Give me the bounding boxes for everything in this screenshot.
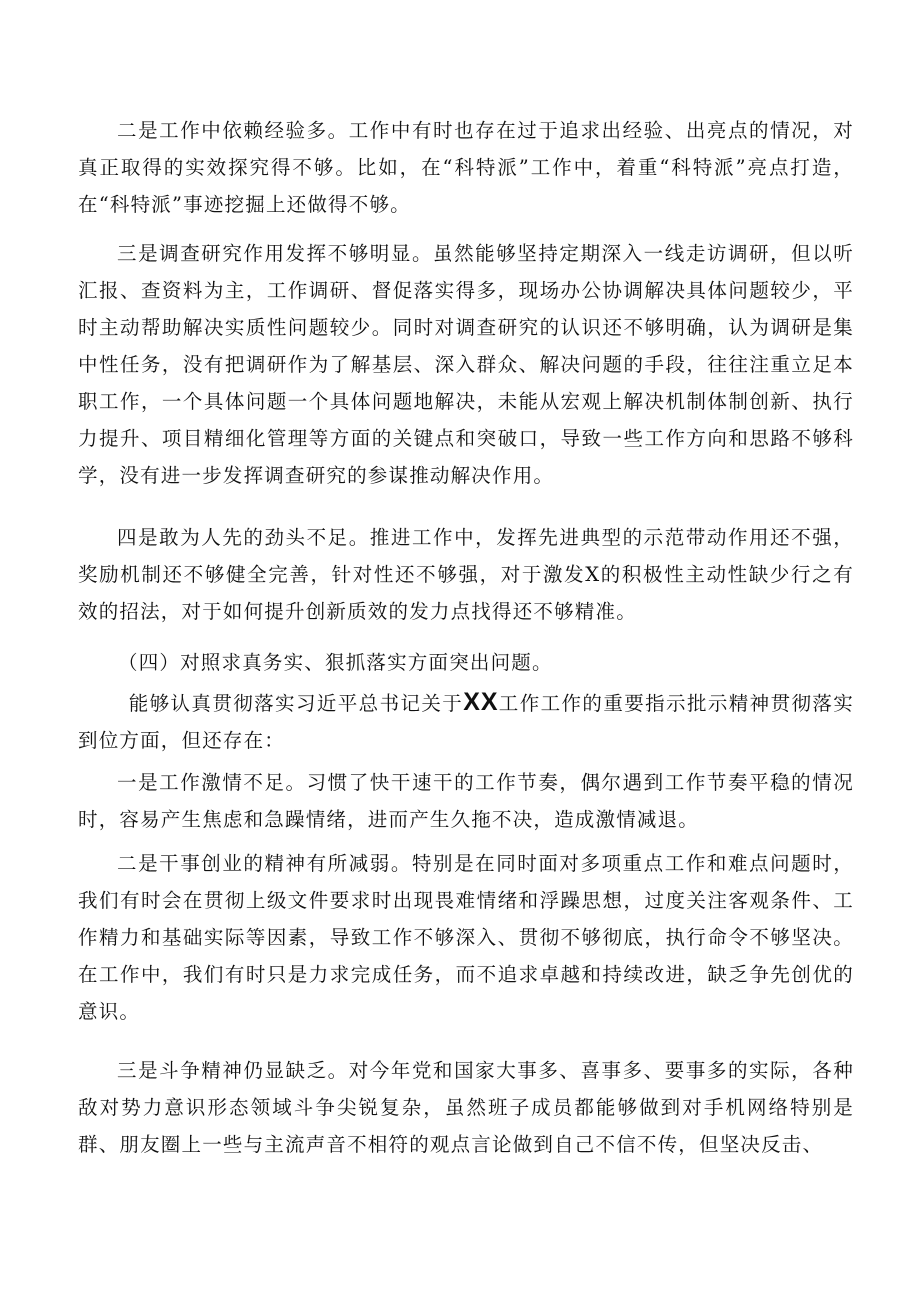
paragraph-struggle-spirit: 三是斗争精神仍显缺乏。对今年党和国家大事多、喜事多、要事多的实际，各种敌对势力意识形态领域斗争尖锐复杂，虽然班子成员都能够做到对手机网络特别是群、朋友圈上一些与主流声音不相符的观点言论做到自己不信不传，但坚决反击、 [78, 1059, 854, 1156]
paragraph-implementation [78, 684, 854, 759]
implementation-text-before: 能够认真贯彻落实习近平总书记关于 [128, 692, 464, 715]
paragraph-work-passion: 一是工作激情不足。习惯了快干速干的工作节奏，偶尔遇到工作节奏平稳的情况时，容易产生焦虑和急躁情绪，进而产生久拖不决，造成激情减退。 [78, 771, 854, 831]
section-heading-four: （四）对照求真务实、狠抓落实方面突出问题。 [118, 651, 553, 674]
paragraph-entrepreneurial-spirit: 二是干事创业的精神有所减弱。特别是在同时面对多项重点工作和难点问题时，我们有时会在贯彻上级文件要求时出现畏难情绪和浮躁思想，过度关注客观条件、工作精力和基础实际等因素，导致工作不够深入、贯彻不够彻底，执行命令不够坚决。在工作中，我们有时只是力求完成任务，而不追求卓越和持续改进，缺乏争先创优的意识。 [78, 852, 854, 1023]
placeholder-xx: XX [463, 688, 499, 716]
implementation-text-after: 工作工作的重要指示批示精神贯彻落实到位方面，但还存在： [78, 692, 855, 752]
paragraph-pioneering-spirit: 四是敢为人先的劲头不足。推进工作中，发挥先进典型的示范带动作用还不强，奖励机制还不够健全完善，针对性还不够强，对于激发X的积极性主动性缺少行之有效的招法，对于如何提升创新质效的发力点找得还不够精准。 [78, 526, 854, 623]
paragraph-investigation-research: 三是调查研究作用发挥不够明显。虽然能够坚持定期深入一线走访调研，但以听汇报、查资料为主，工作调研、督促落实得多，现场办公协调解决具体问题较少，平时主动帮助解决实质性问题较少。同时对调查研究的认识还不够明确，认为调研是集中性任务，没有把调研作为了解基层、深入群众、解决问题的手段，往往注重立足本职工作，一个具体问题一个具体问题地解决，未能从宏观上解决机制体制创新、执行力提升、项目精细化管理等方面的关键点和突破口，导致一些工作方向和思路不够科学，没有进一步发挥调查研究的参谋推动解决作用。 [78, 242, 854, 487]
paragraph-reliance-on-experience: 二是工作中依赖经验多。工作中有时也存在过于追求出经验、出亮点的情况，对真正取得的实效探究得不够。比如，在“科特派”工作中，着重“科特派”亮点打造，在“科特派”事迹挖掘上还做得不够。 [78, 119, 854, 216]
